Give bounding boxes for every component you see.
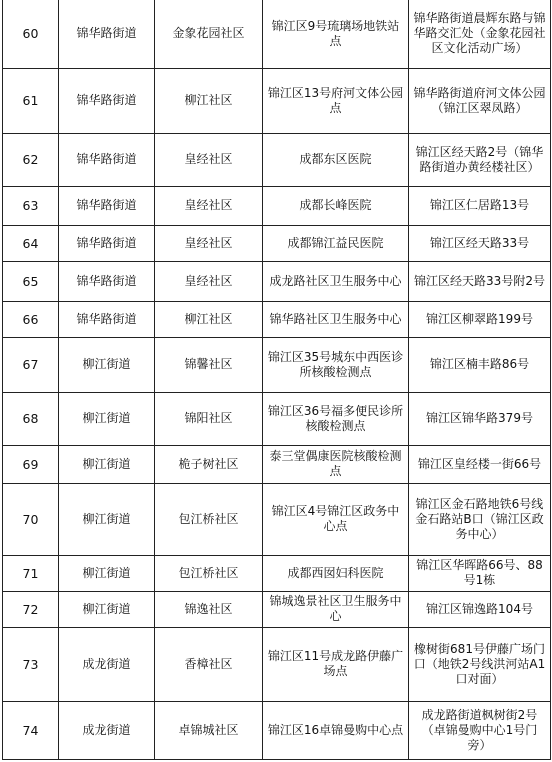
address-cell: 锦江区华晖路66号、88号1栋 [409,555,551,591]
table-row [3,701,551,759]
table-row [3,392,551,445]
row-number: 68 [3,392,59,445]
street-cell: 锦华路街道 [59,68,155,133]
address-cell: 锦江区锦华路379号 [409,392,551,445]
community-cell: 锦阳社区 [155,392,263,445]
street-cell: 柳江街道 [59,392,155,445]
street-cell: 柳江街道 [59,555,155,591]
street-cell: 柳江街道 [59,591,155,627]
site-cell: 锦城逸景社区卫生服务中心 [263,591,409,627]
table-row [3,555,551,591]
street-cell: 柳江街道 [59,445,155,483]
street-cell: 锦华路街道 [59,0,155,68]
community-cell: 锦馨社区 [155,337,263,392]
address-cell: 锦江区皇经楼一街66号 [409,445,551,483]
site-cell: 锦华路社区卫生服务中心 [263,301,409,337]
table-row [3,261,551,301]
site-cell: 锦江区11号成龙路伊藤广场点 [263,627,409,701]
table-row [3,591,551,627]
address-cell: 锦华路街道晨辉东路与锦华路交汇处（金象花园社区文化活动广场） [409,0,551,68]
address-cell: 橡树街681号伊藤广场门口（地铁2号线洪河站A1口对面） [409,627,551,701]
site-cell: 成都长峰医院 [263,186,409,225]
address-cell: 锦江区锦逸路104号 [409,591,551,627]
site-cell: 成都东区医院 [263,133,409,186]
site-cell: 锦江区35号城东中西医诊所核酸检测点 [263,337,409,392]
community-cell: 柳江社区 [155,68,263,133]
row-number: 66 [3,301,59,337]
community-cell: 香樟社区 [155,627,263,701]
community-cell: 包江桥社区 [155,483,263,555]
table-row [3,133,551,186]
community-cell: 皇经社区 [155,261,263,301]
row-number: 60 [3,0,59,68]
community-cell: 包江桥社区 [155,555,263,591]
street-cell: 柳江街道 [59,337,155,392]
site-cell: 锦江区9号琉璃场地铁站点 [263,0,409,68]
street-cell: 成龙街道 [59,627,155,701]
community-cell: 桅子树社区 [155,445,263,483]
site-cell: 成龙路社区卫生服务中心 [263,261,409,301]
community-cell: 皇经社区 [155,186,263,225]
address-cell: 锦江区柳翠路199号 [409,301,551,337]
street-cell: 柳江街道 [59,483,155,555]
street-cell: 锦华路街道 [59,133,155,186]
site-cell: 锦江区13号府河文体公园点 [263,68,409,133]
address-cell: 锦江区楠丰路86号 [409,337,551,392]
site-cell: 泰三堂偶康医院核酸检测点 [263,445,409,483]
row-number: 73 [3,627,59,701]
address-cell: 锦江区经天路33号 [409,225,551,261]
street-cell: 锦华路街道 [59,186,155,225]
street-cell: 成龙街道 [59,701,155,759]
table-row [3,483,551,555]
community-cell: 卓锦城社区 [155,701,263,759]
table-row [3,186,551,225]
address-cell: 锦江区金石路地铁6号线金石路站B口（锦江区政务中心） [409,483,551,555]
street-cell: 锦华路街道 [59,301,155,337]
row-number: 70 [3,483,59,555]
table-row [3,0,551,68]
row-number: 63 [3,186,59,225]
testing-sites-table [2,0,551,760]
site-cell: 锦江区4号锦江区政务中心点 [263,483,409,555]
row-number: 62 [3,133,59,186]
row-number: 64 [3,225,59,261]
site-cell: 锦江区36号福多便民诊所核酸检测点 [263,392,409,445]
site-cell: 锦江区16卓锦曼购中心点 [263,701,409,759]
community-cell: 皇经社区 [155,133,263,186]
site-cell: 成都西囡妇科医院 [263,555,409,591]
site-cell: 成都锦江益民医院 [263,225,409,261]
row-number: 72 [3,591,59,627]
table-row [3,225,551,261]
address-cell: 成龙路街道枫树街2号（卓锦曼购中心1号门旁） [409,701,551,759]
row-number: 65 [3,261,59,301]
row-number: 71 [3,555,59,591]
address-cell: 锦江区仁居路13号 [409,186,551,225]
address-cell: 锦江区经天路33号附2号 [409,261,551,301]
community-cell: 金象花园社区 [155,0,263,68]
street-cell: 锦华路街道 [59,261,155,301]
table-row [3,627,551,701]
table-row [3,445,551,483]
table-row [3,68,551,133]
row-number: 74 [3,701,59,759]
address-cell: 锦华路街道府河文体公园（锦江区翠凤路） [409,68,551,133]
address-cell: 锦江区经天路2号（锦华路街道办黄经楼社区） [409,133,551,186]
row-number: 67 [3,337,59,392]
table-row [3,337,551,392]
community-cell: 柳江社区 [155,301,263,337]
table-row [3,301,551,337]
row-number: 61 [3,68,59,133]
row-number: 69 [3,445,59,483]
community-cell: 锦逸社区 [155,591,263,627]
street-cell: 锦华路街道 [59,225,155,261]
community-cell: 皇经社区 [155,225,263,261]
